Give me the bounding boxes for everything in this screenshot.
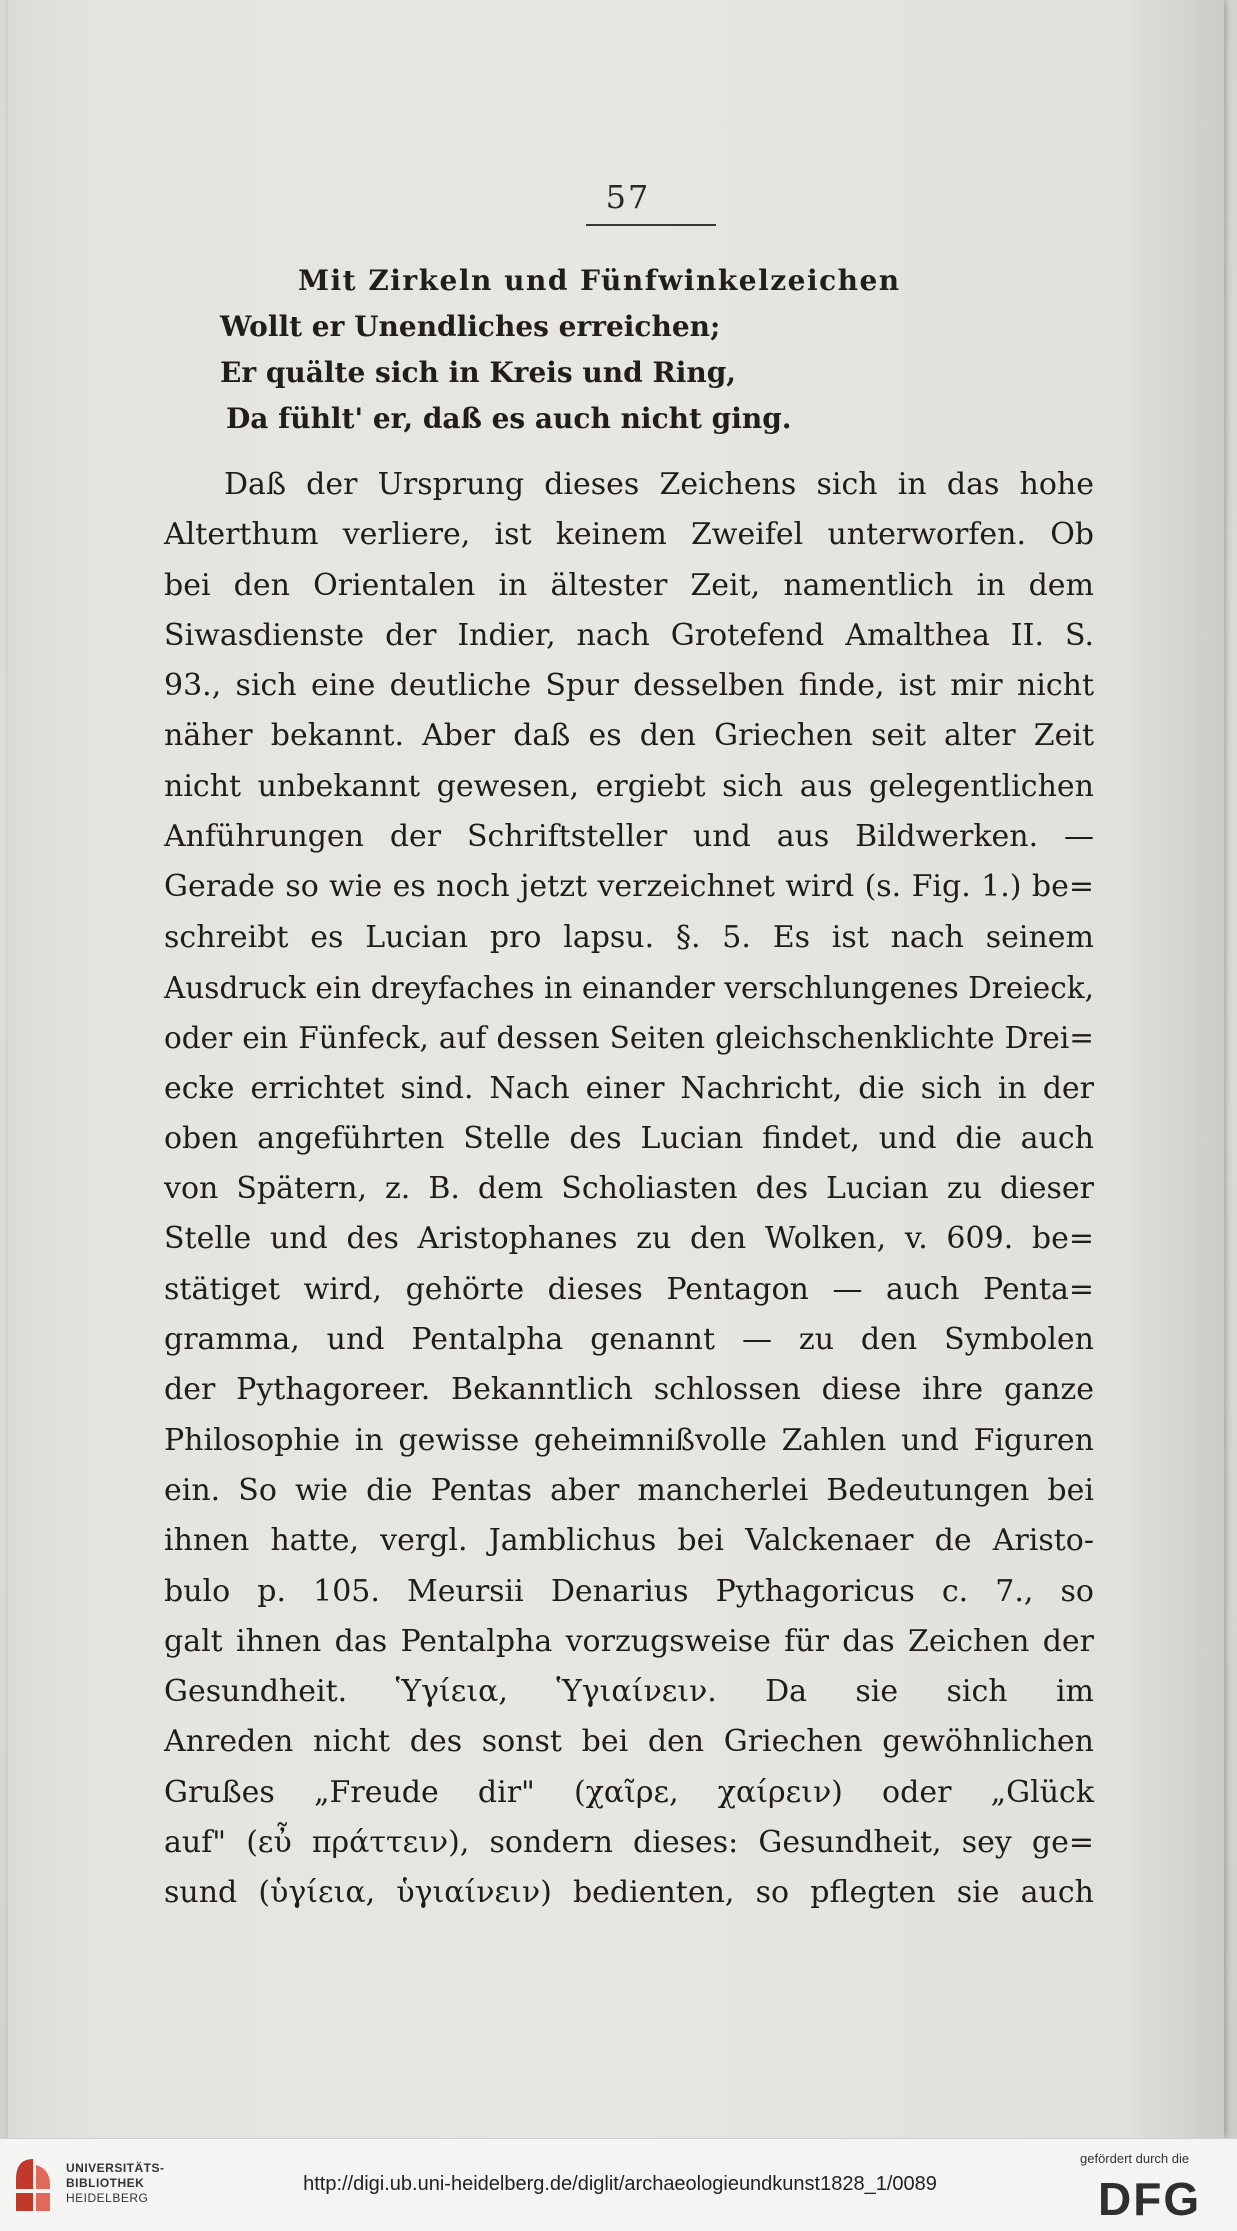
book-page bbox=[8, 0, 1224, 2138]
library-name-line: BIBLIOTHEK bbox=[66, 2176, 145, 2190]
text-line: galt ihnen das Pentalpha vorzugsweise für das Zeichen der bbox=[164, 1623, 1094, 1659]
text-line: ein. So wie die Pentas aber mancherlei Bedeutungen bei bbox=[164, 1472, 1094, 1508]
text-line: Grußes „Freude dir" (χαῖρε, χαίρειν) oder „Glück bbox=[164, 1774, 1094, 1810]
text-line: Philosophie in gewisse geheimnißvolle Zahlen und Figuren bbox=[164, 1422, 1094, 1458]
text-line: Stelle und des Aristophanes zu den Wolken, v. 609. be= bbox=[164, 1221, 1094, 1257]
text-line: Daß der Ursprung dieses Zeichens sich in das hohe bbox=[224, 467, 1094, 502]
verse-line: Wollt er Unendliches erreichen; bbox=[220, 310, 721, 343]
text-line: sund (ὑγίεια, ὑγιαίνειν) bedienten, so pflegten sie auch bbox=[164, 1875, 1094, 1911]
text-line: nicht unbekannt gewesen, ergiebt sich aus gelegentlichen bbox=[164, 768, 1094, 804]
permalink-url[interactable]: http://digi.ub.uni-heidelberg.de/diglit/archaeologieundkunst1828_1/0089 bbox=[303, 2173, 937, 2195]
text-line: bei den Orientalen in ältester Zeit, namentlich in dem bbox=[164, 567, 1094, 603]
text-line: schreibt es Lucian pro lapsu. §. 5. Es ist nach seinem bbox=[164, 919, 1094, 955]
text-line: Siwasdienste der Indier, nach Grotefend Amalthea II. S. bbox=[164, 617, 1094, 653]
verse-stanza bbox=[220, 258, 980, 442]
library-name-line: HEIDELBERG bbox=[66, 2191, 149, 2205]
text-line: oben angeführten Stelle des Lucian findet, und die auch bbox=[164, 1120, 1094, 1156]
text-line: Anführungen der Schriftsteller und aus Bildwerken. — bbox=[164, 819, 1094, 855]
verse-line: Mit Zirkeln und Fünfwinkelzeichen bbox=[298, 264, 901, 297]
university-library-name bbox=[66, 2161, 165, 2206]
text-line: Ausdruck ein dreyfaches in einander verschlungenes Dreieck, bbox=[164, 970, 1094, 1005]
text-line: Alterthum verliere, ist keinem Zweifel unterworfen. Ob bbox=[164, 517, 1094, 553]
text-line: bulo p. 105. Meursii Denarius Pythagoricus c. 7., so bbox=[164, 1573, 1094, 1609]
text-line: auf" (εὖ πράττειν), sondern dieses: Gesundheit, sey ge= bbox=[164, 1825, 1094, 1861]
text-line: oder ein Fünfeck, auf dessen Seiten gleichschenklichte Drei= bbox=[164, 1021, 1094, 1056]
text-line: Gerade so wie es noch jetzt verzeichnet wird (s. Fig. 1.) be= bbox=[164, 869, 1094, 905]
university-library-logo-icon bbox=[10, 2151, 56, 2215]
page-number: 57 bbox=[605, 178, 651, 216]
text-line: gramma, und Pentalpha genannt — zu den Symbolen bbox=[164, 1322, 1094, 1358]
viewer-footer bbox=[0, 2138, 1237, 2231]
text-line: der Pythagoreer. Bekanntlich schlossen diese ihre ganze bbox=[164, 1372, 1094, 1408]
funder-caption: gefördert durch die bbox=[1080, 2151, 1190, 2166]
text-line: 93., sich eine deutliche Spur desselben finde, ist mir nicht bbox=[164, 668, 1094, 704]
body-text bbox=[164, 460, 1094, 1919]
text-line: ihnen hatte, vergl. Jamblichus bei Valckenaer de Aristo- bbox=[164, 1523, 1094, 1559]
text-line: von Spätern, z. B. dem Scholiasten des Lucian zu dieser bbox=[164, 1171, 1094, 1207]
text-line: näher bekannt. Aber daß es den Griechen seit alter Zeit bbox=[164, 718, 1094, 754]
library-name-line: UNIVERSITÄTS- bbox=[66, 2161, 165, 2175]
text-line: Gesundheit. Ὑγίεια, Ὑγιαίνειν. Da sie sich im bbox=[164, 1674, 1094, 1710]
text-line: stätiget wird, gehörte dieses Pentagon — auch Penta= bbox=[164, 1271, 1094, 1307]
text-line: ecke errichtet sind. Nach einer Nachricht, die sich in der bbox=[164, 1070, 1094, 1106]
dfg-logo: DFG bbox=[1098, 2173, 1202, 2225]
text-line: Anreden nicht des sonst bei den Griechen gewöhnlichen bbox=[164, 1724, 1094, 1760]
header-rule bbox=[586, 224, 716, 226]
verse-line: Da fühlt' er, daß es auch nicht ging. bbox=[226, 402, 792, 435]
verse-line: Er quälte sich in Kreis und Ring, bbox=[220, 356, 737, 389]
